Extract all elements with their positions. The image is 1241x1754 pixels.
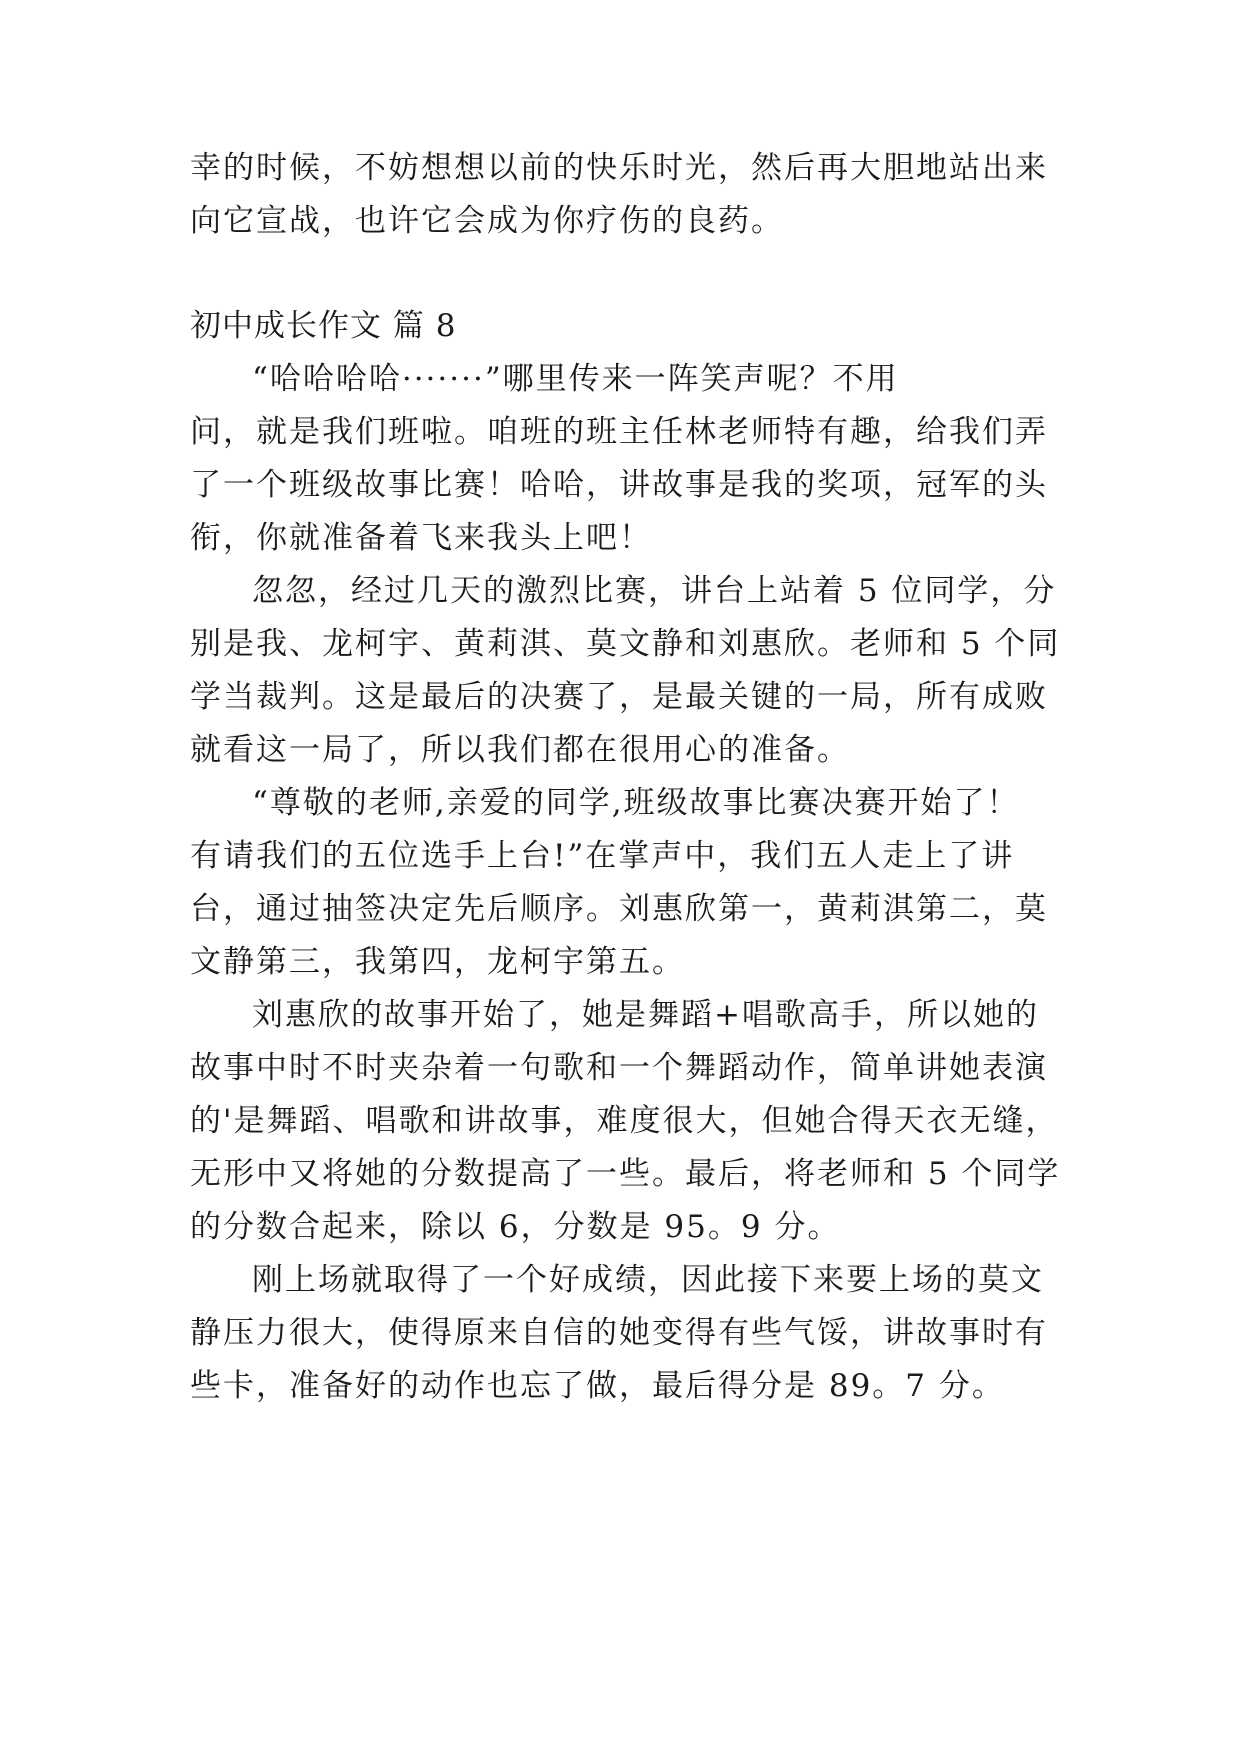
paragraph-first-line: “尊敬的老师,亲爱的同学,班级故事比赛决赛开始了！ (252, 785, 1020, 821)
text-line: 向它宣战，也许它会成为你疗伤的良药。 (190, 203, 784, 239)
text-line: 有请我们的五位选手上台!”在掌声中，我们五人走上了讲 (190, 838, 1015, 874)
text-line: 无形中又将她的分数提高了一些。最后，将老师和 5 个同学 (190, 1156, 1061, 1192)
text-line: 学当裁判。这是最后的决赛了，是最关键的一局，所有成败 (190, 679, 1048, 715)
text-line: 的'是舞蹈、唱歌和讲故事，难度很大，但她合得天衣无缝， (190, 1103, 1059, 1139)
paragraph-first-line: 刚上场就取得了一个好成绩，因此接下来要上场的莫文 (252, 1262, 1044, 1298)
text-line: 的分数合起来，除以 6，分数是 95。9 分。 (190, 1209, 841, 1245)
text-line: 些卡，准备好的动作也忘了做，最后得分是 89。7 分。 (190, 1368, 1005, 1404)
text-line: 衔，你就准备着飞来我头上吧！ (190, 520, 652, 556)
text-line: 故事中时不时夹杂着一句歌和一个舞蹈动作，简单讲她表演 (190, 1050, 1048, 1086)
text-line: 问，就是我们班啦。咱班的班主任林老师特有趣，给我们弄 (190, 414, 1048, 450)
text-line: 了一个班级故事比赛！哈哈，讲故事是我的奖项，冠军的头 (190, 467, 1048, 503)
paragraph-first-line: “哈哈哈哈·······”哪里传来一阵笑声呢？不用 (252, 361, 899, 397)
text-line: 别是我、龙柯宇、黄莉淇、莫文静和刘惠欣。老师和 5 个同 (190, 626, 1061, 662)
text-line: 幸的时候，不妨想想以前的快乐时光，然后再大胆地站出来 (190, 150, 1048, 186)
text-line: 台，通过抽签决定先后顺序。刘惠欣第一，黄莉淇第二，莫 (190, 891, 1048, 927)
text-line: 就看这一局了，所以我们都在很用心的准备。 (190, 732, 850, 768)
section-title: 初中成长作文 篇 8 (190, 308, 457, 344)
paragraph-first-line: 忽忽，经过几天的激烈比赛，讲台上站着 5 位同学，分 (252, 573, 1057, 609)
paragraph-first-line: 刘惠欣的故事开始了，她是舞蹈+唱歌高手，所以她的 (252, 997, 1039, 1033)
text-line: 文静第三，我第四，龙柯宇第五。 (190, 944, 685, 980)
text-line: 静压力很大，使得原来自信的她变得有些气馁，讲故事时有 (190, 1315, 1048, 1351)
